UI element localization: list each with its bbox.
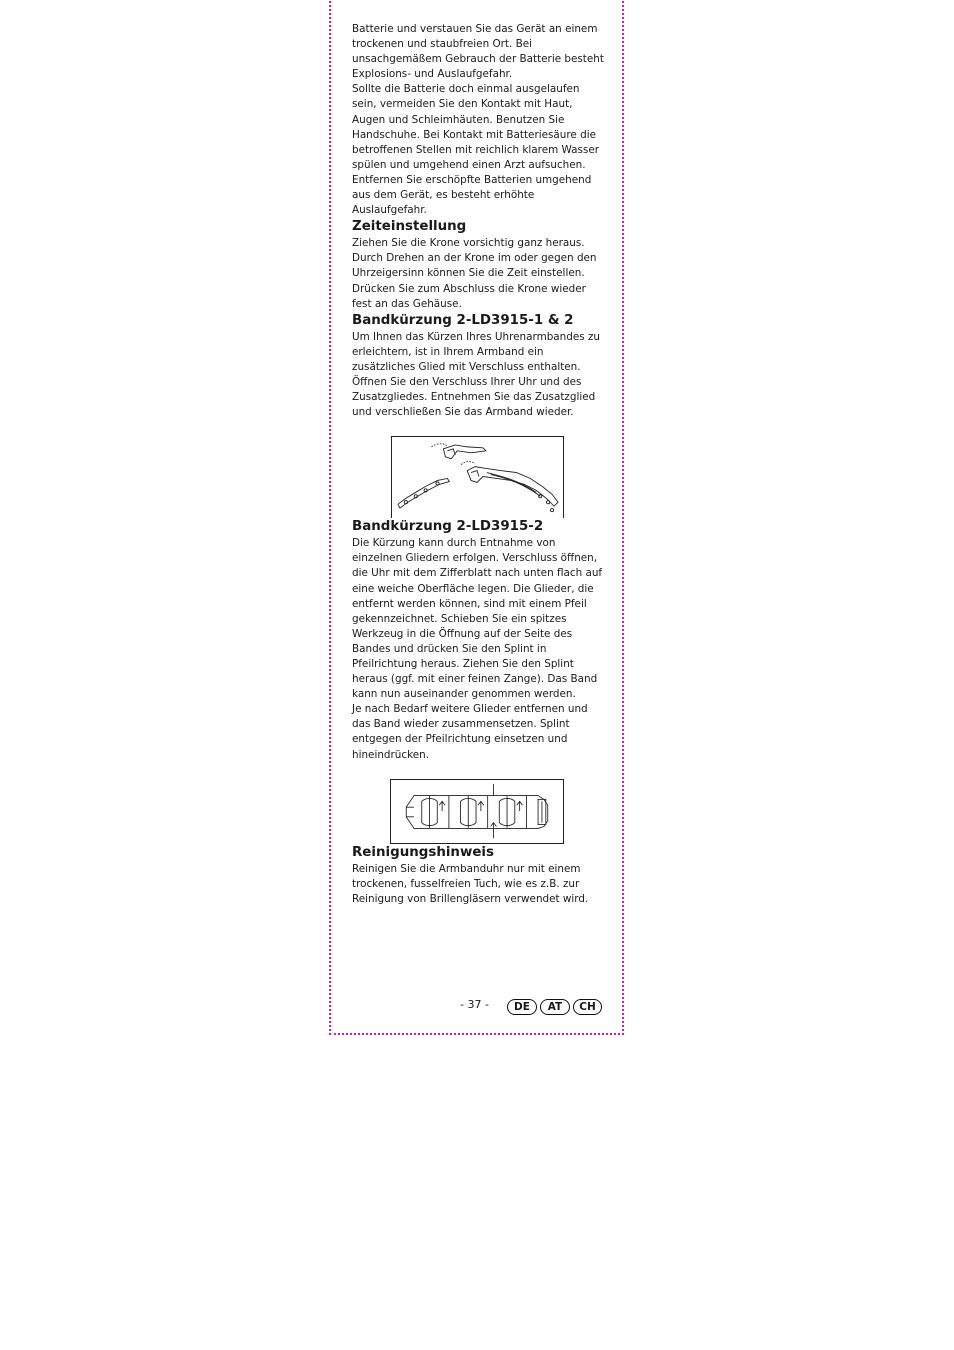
heading-reinigungshinweis: Reinigungshinweis bbox=[352, 844, 494, 860]
time-setting-text: Ziehen Sie die Krone vorsichtig ganz heraus. Durch Drehen an der Krone im oder gegen den Uhrzeigersinn können Sie die Zeit einstellen. Drücken Sie zum Abschluss die Krone wieder fest an das Gehäuse. bbox=[352, 237, 597, 310]
heading-zeiteinstellung: Zeiteinstellung bbox=[352, 219, 467, 235]
page-content bbox=[352, 22, 604, 907]
band2-text-1: Die Kürzung kann durch Entnahme von einzelnen Gliedern erfolgen. Verschluss öffnen, die Uhr mit dem Zifferblatt nach unten flach auf eine weiche Oberfläche legen. Die Glieder, die entfernt werden können, sind mit einem Pfeil gekennzeichnet. Schieben Sie ein spitzes Werkzeug in die Öffnung auf der Seite des Bandes und drücken Sie den Splint in Pfeilrichtung heraus. Ziehen Sie den Splint heraus (ggf. mit einer feinen Zange). Das Band kann nun auseinander genommen werden. bbox=[352, 537, 603, 701]
country-badge-at: AT bbox=[540, 999, 570, 1015]
clasp-drawing bbox=[392, 437, 563, 518]
page-footer bbox=[460, 997, 604, 1019]
bracelet-clasp-illustration bbox=[391, 436, 564, 518]
intro-paragraph-1: Batterie und verstauen Sie das Gerät an einem trockenen und staubfreien Ort. Bei unsachgemäßem Gebrauch der Batterie besteht Explosions- und Auslaufgefahr. bbox=[352, 23, 604, 81]
band2-text-2: Je nach Bedarf weitere Glieder entfernen und das Band wieder zusammensetzen. Splint entgegen der Pfeilrichtung einsetzen und hineindrücken. bbox=[352, 703, 588, 761]
cleaning-text: Reinigen Sie die Armbanduhr nur mit einem trockenen, fusselfreien Tuch, wie es z.B. zur Reinigung von Brillengläsern verwendet wird. bbox=[352, 862, 589, 905]
country-badge-ch: CH bbox=[573, 999, 602, 1015]
heading-bandkuerzung-1: Bandkürzung 2-LD3915-1 & 2 bbox=[352, 312, 574, 328]
band1-text: Um Ihnen das Kürzen Ihres Uhrenarmbandes zu erleichtern, ist in Ihrem Armband ein zusätzliches Glied mit Verschluss enthalten. Öffnen Sie den Verschluss Ihrer Uhr und des Zusatzgliedes. Entnehmen Sie das Zusatzglied und verschließen Sie das Armband wieder. bbox=[352, 330, 600, 419]
intro-paragraph-2: Sollte die Batterie doch einmal ausgelaufen sein, vermeiden Sie den Kontakt mit Haut, Augen und Schleimhäuten. Benutzen Sie Handschuhe. Bei Kontakt mit Batteriesäure die betroffenen Stellen mit reichlich klarem Wasser spülen und umgehend einen Arzt aufsuchen. Entfernen Sie erschöpfte Batterien umgehend aus dem Gerät, es besteht erhöhte Auslaufgefahr. bbox=[352, 83, 599, 217]
country-badge-de: DE bbox=[507, 999, 537, 1015]
bracelet-links-illustration bbox=[390, 779, 564, 844]
links-drawing bbox=[391, 780, 563, 843]
heading-bandkuerzung-2: Bandkürzung 2-LD3915-2 bbox=[352, 519, 544, 535]
page-number: - 37 - bbox=[460, 998, 489, 1011]
